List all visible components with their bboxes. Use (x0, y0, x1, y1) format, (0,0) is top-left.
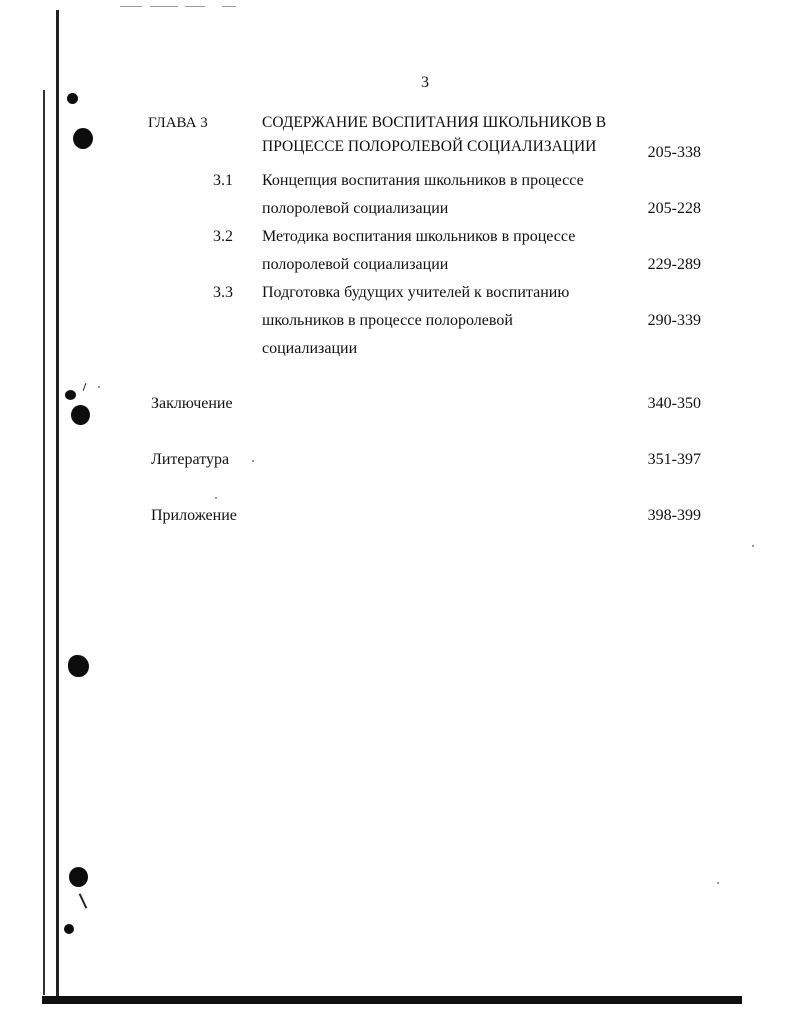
scan-dash (120, 6, 142, 7)
punch-hole (73, 128, 93, 149)
chapter-label: ГЛАВА 3 (148, 115, 208, 131)
punch-hole (68, 655, 89, 677)
section-title-line: Концепция воспитания школьников в процессе (262, 172, 584, 189)
scan-bottom-edge (42, 996, 742, 1004)
chapter-title-line: СОДЕРЖАНИЕ ВОСПИТАНИЯ ШКОЛЬНИКОВ В (262, 114, 607, 131)
punch-hole (64, 924, 74, 934)
scan-edge-line (56, 10, 59, 1000)
section-number: 3.3 (213, 284, 233, 301)
scan-edge-line (43, 90, 45, 995)
scan-speck (252, 460, 254, 462)
chapter-title-line: ПРОЦЕССЕ ПОЛОРОЛЕВОЙ СОЦИАЛИЗАЦИИ (262, 138, 597, 155)
section-title-line: полоролевой социализации (262, 200, 449, 217)
toc-entry-label: Литература (151, 451, 230, 468)
section-title-line: Подготовка будущих учителей к воспитанию (262, 284, 570, 301)
punch-hole (71, 405, 90, 425)
punch-hole (67, 93, 78, 104)
scan-dash (222, 6, 236, 7)
scan-speck (98, 386, 100, 388)
section-pages: 290-339 (647, 312, 701, 329)
section-number: 3.2 (213, 228, 233, 245)
section-title-line: Методика воспитания школьников в процессе (262, 228, 576, 245)
scan-speck (215, 497, 217, 499)
scan-dash (185, 6, 205, 7)
page-number: 3 (421, 74, 429, 91)
toc-entry-pages: 398-399 (647, 507, 701, 524)
scan-speck (717, 882, 719, 884)
section-title-line: социализации (262, 340, 358, 357)
punch-hole (65, 390, 76, 400)
section-number: 3.1 (213, 172, 233, 189)
scan-dash (150, 6, 178, 7)
toc-entry-label: Приложение (151, 507, 237, 524)
scan-speck (752, 545, 754, 547)
section-pages: 205-228 (647, 200, 701, 217)
punch-hole (69, 867, 88, 887)
scan-scratch (79, 893, 88, 908)
section-pages: 229-289 (647, 256, 701, 273)
scan-scratch (83, 383, 87, 391)
toc-entry-pages: 340-350 (647, 395, 701, 412)
section-title-line: полоролевой социализации (262, 256, 449, 273)
toc-entry-label: Заключение (151, 395, 233, 412)
section-title-line: школьников в процессе полоролевой (262, 312, 513, 329)
toc-entry-pages: 351-397 (647, 451, 701, 468)
chapter-pages: 205-338 (647, 144, 701, 161)
